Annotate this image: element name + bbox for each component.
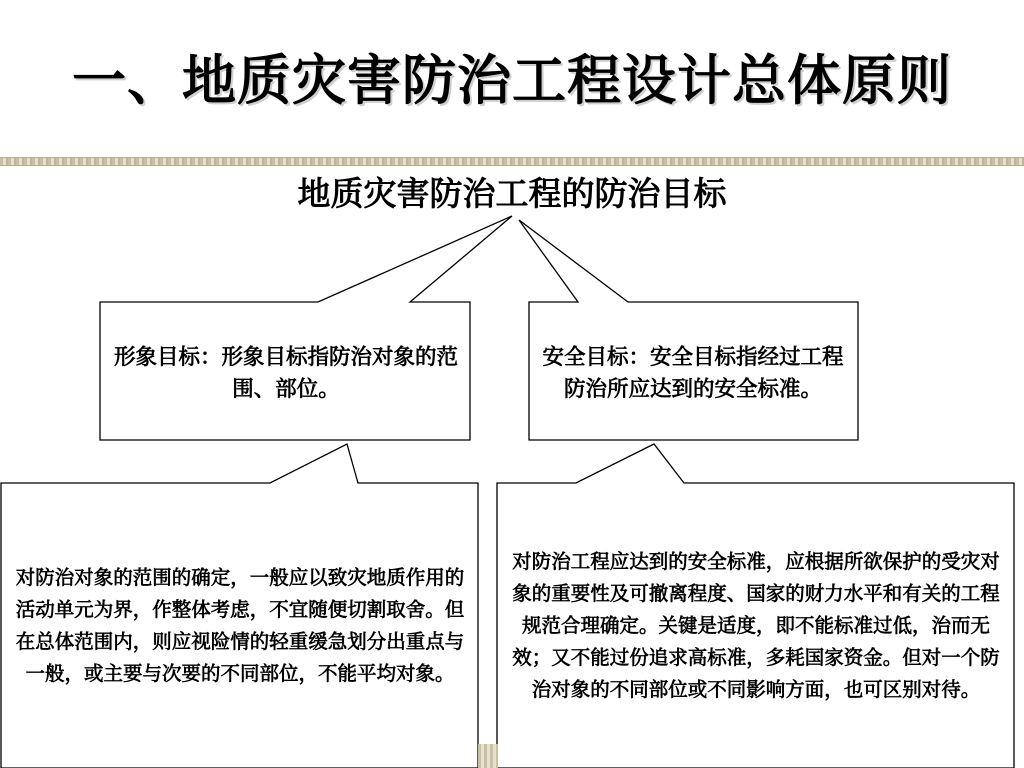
safety-goal-text: 安全目标：安全目标指经过工程防治所应达到的安全标准。: [542, 345, 844, 402]
image-goal-text: 形象目标：形象目标指防治对象的范围、部位。: [113, 345, 458, 402]
diagram-title: 地质灾害防治工程的防治目标: [297, 174, 727, 213]
safety-detail-text: 对防治工程应达到的安全标准，应根据所欲保护的受灾对象的重要性及可撤离程度、国家的财力水平和有关的工程规范合理确定。关键是适度，即不能标准过低，治而无效；又不能过份追求高标准，多耗国家资金。但对一个防治对象的不同部位或不同影响方面，也可区别对待。: [512, 550, 1000, 701]
decorative-strip: [478, 744, 498, 768]
image-detail-text: 对防治对象的范围的确定，一般应以致灾地质作用的活动单元为界，作整体考虑，不宜随便切割取舍。但在总体范围内，则应视险情的轻重缓急划分出重点与一般，或主要与次要的不同部位，不能平均对象。: [15, 566, 465, 685]
slide-title: 一、地质灾害防治工程设计总体原则: [72, 48, 952, 112]
